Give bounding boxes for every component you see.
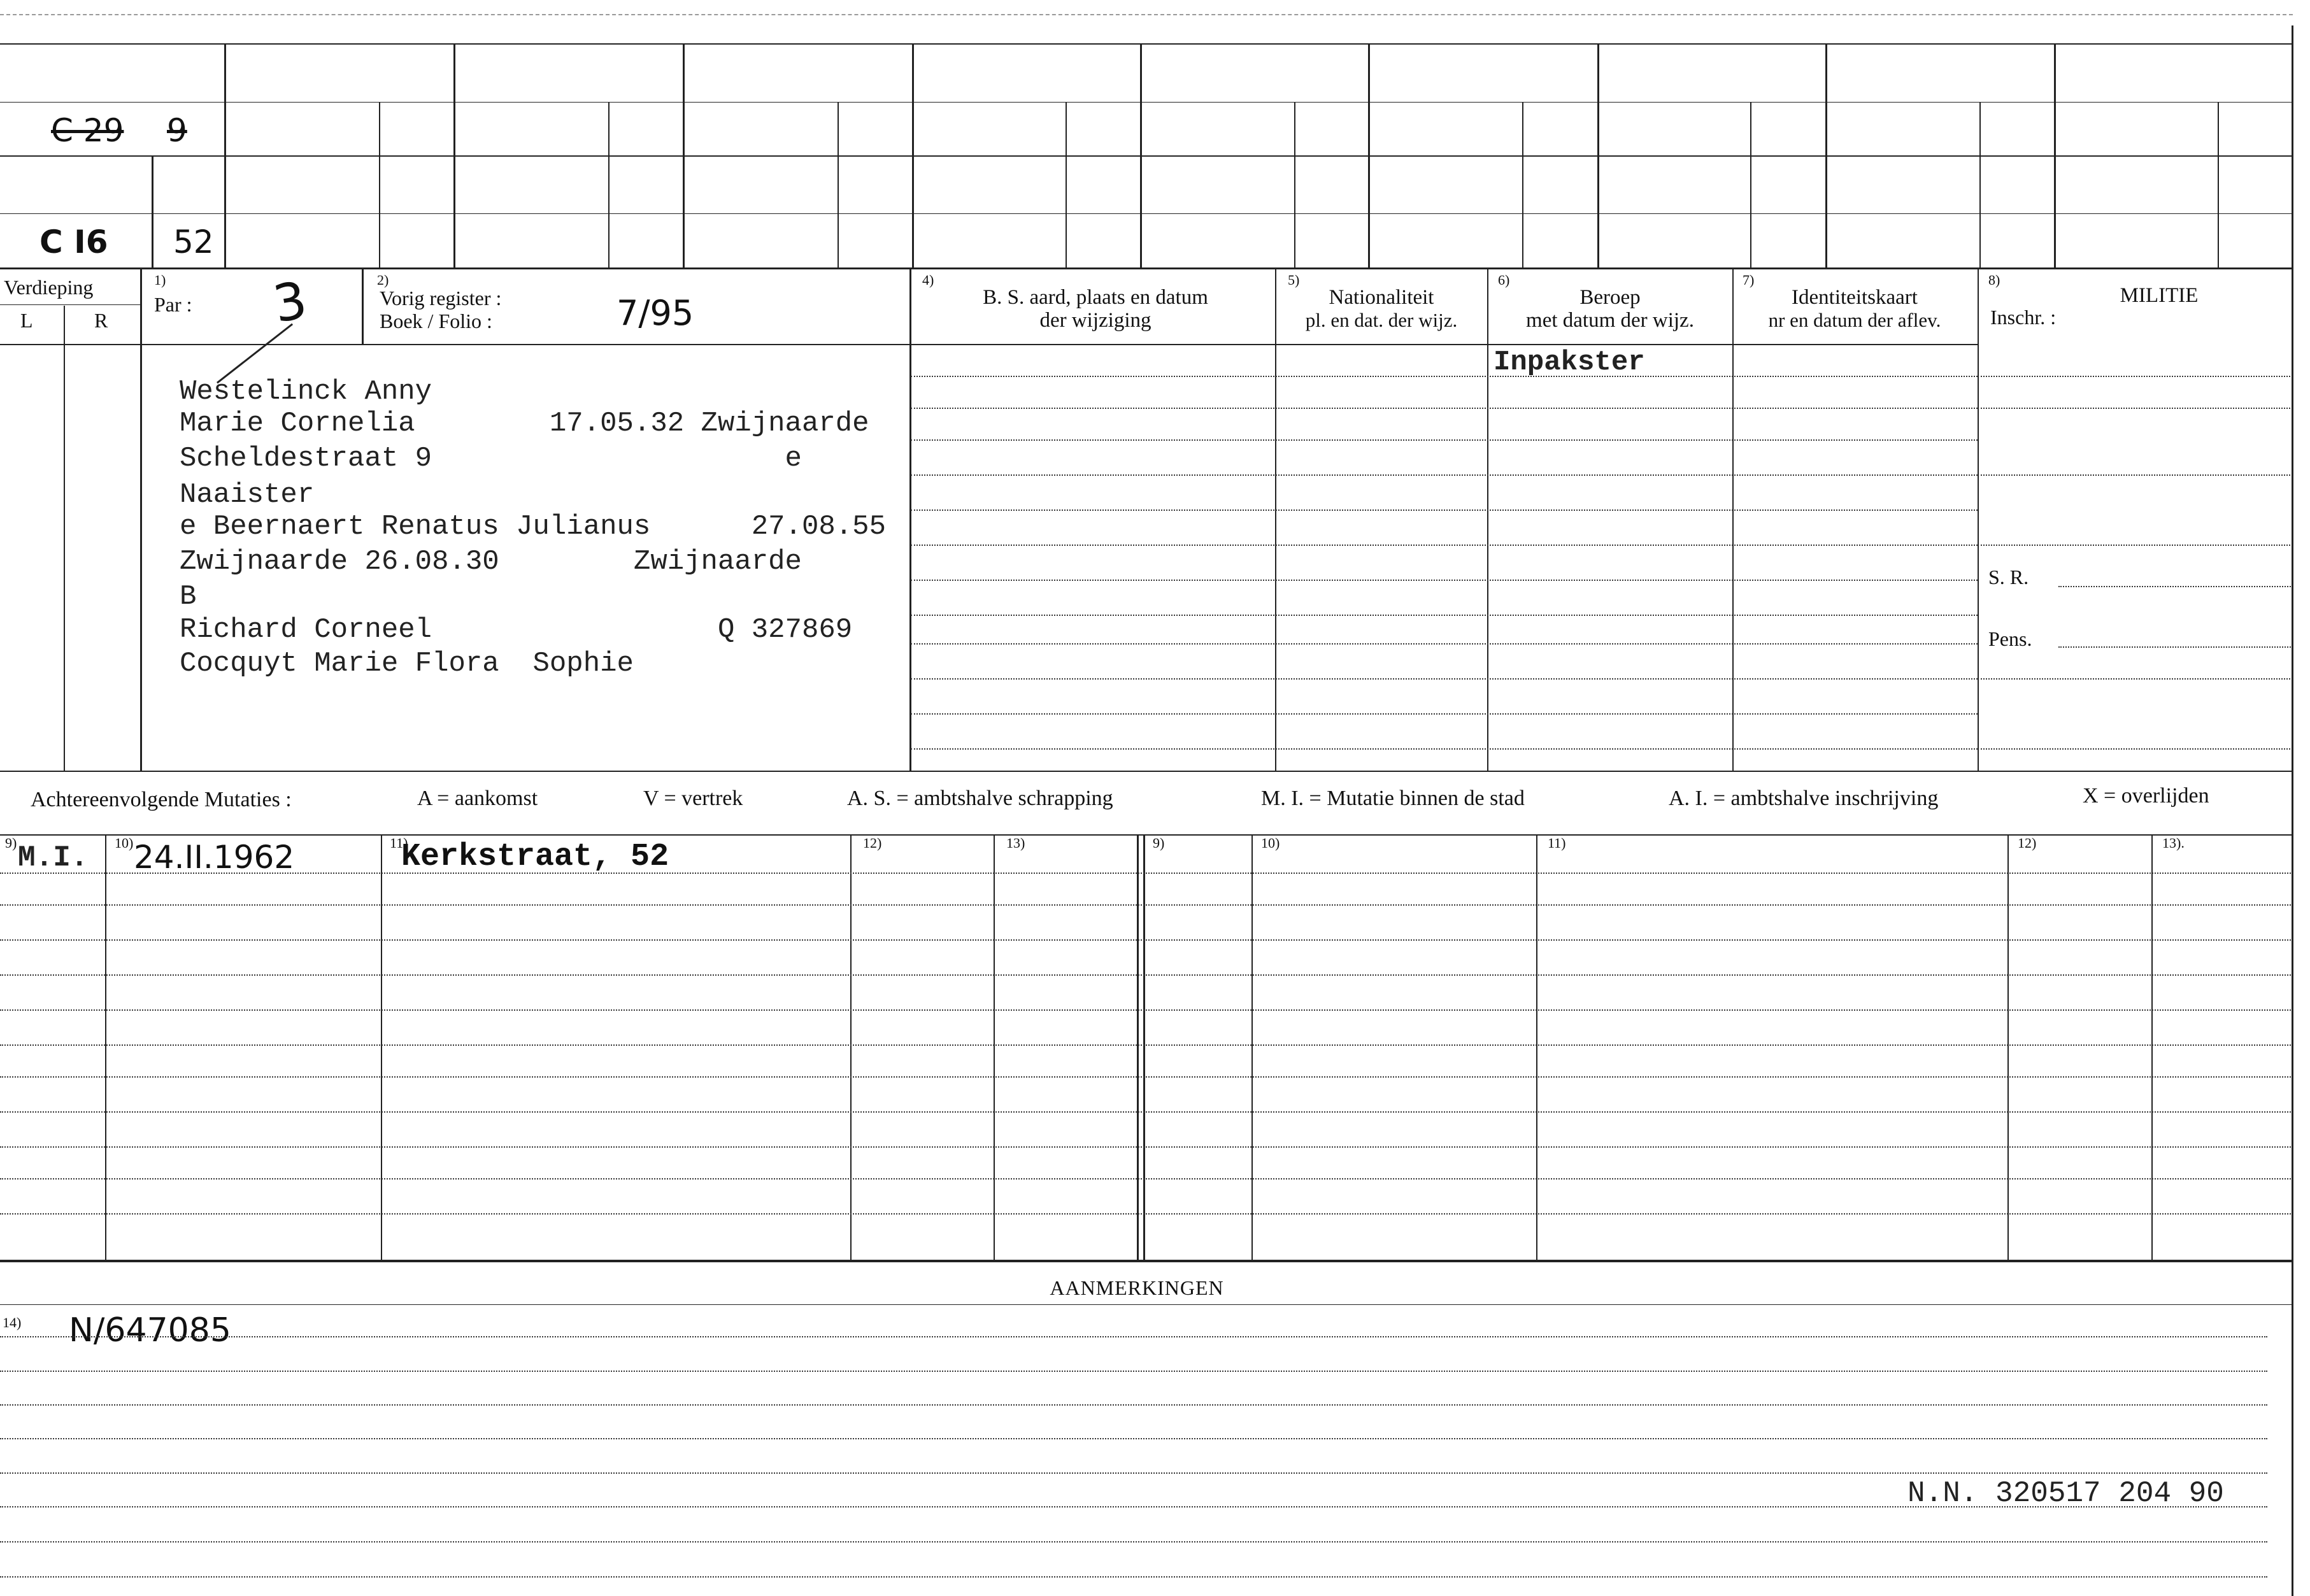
- legend-a: A = aankomst: [417, 787, 538, 810]
- mut-divider: [1251, 834, 1253, 1261]
- mut-divider-double: [1143, 834, 1145, 1261]
- header-divider: [1275, 267, 1276, 771]
- row-line: [911, 615, 1978, 616]
- aanm-row-line: [0, 1336, 2267, 1337]
- person-line: Zwijnaarde 26.08.30 Zwijnaarde: [180, 546, 802, 578]
- beroep-header-1: Beroep: [1579, 286, 1641, 309]
- row-line: [911, 376, 1978, 377]
- mut-col-num: 11): [390, 835, 408, 851]
- pens-label: Pens.: [1988, 627, 2032, 650]
- header-divider: [1732, 267, 1734, 771]
- mut-row-line: [0, 939, 2293, 941]
- card-middle-line: [0, 771, 2293, 772]
- mutatie-date: 24.II.1962: [134, 839, 295, 876]
- col-l-label: L: [20, 309, 33, 332]
- militie-line: [1981, 545, 2293, 546]
- row-line: [911, 439, 1978, 441]
- militie-line: [1981, 748, 2293, 750]
- mut-divider-double: [1137, 834, 1139, 1261]
- row-line: [911, 580, 1978, 581]
- person-line: e Beernaert Renatus Julianus 27.08.55: [180, 511, 886, 543]
- row-line: [911, 545, 1978, 546]
- mut-row-line: [0, 1178, 2293, 1179]
- mut-col-num: 10): [1261, 835, 1280, 851]
- mut-row-line: [0, 1213, 2293, 1215]
- nn-number: N.N. 320517 204 90: [1907, 1477, 2224, 1510]
- top-grid-divider: [379, 102, 380, 267]
- row-line: [911, 474, 1978, 476]
- aanm-row-line: [0, 1404, 2267, 1406]
- top-grid-divider: [838, 102, 839, 267]
- scan-edge-line: [0, 14, 2293, 15]
- col-r-label: R: [94, 309, 108, 332]
- top-grid-line: [0, 155, 2293, 157]
- mut-col-num: 9): [1153, 835, 1165, 851]
- mut-col-num: 12): [2018, 835, 2037, 851]
- aanmerkingen-top-line: [0, 1260, 2293, 1262]
- par-value: 3: [269, 270, 311, 334]
- mut-row-line: [0, 1076, 2293, 1078]
- legend-x: X = overlijden: [2083, 784, 2209, 808]
- field-number-5: 5): [1288, 272, 1300, 288]
- aanm-row-line: [0, 1506, 2267, 1507]
- top-grid-divider: [1066, 102, 1067, 267]
- top-grid-divider: [1294, 102, 1295, 267]
- legend-ai: A. I. = ambtshalve inschrijving: [1669, 787, 1939, 810]
- person-line: Scheldestraat 9 e: [180, 443, 802, 474]
- mut-divider: [2151, 834, 2153, 1261]
- mut-divider: [1536, 834, 1537, 1261]
- top-grid-divider: [224, 43, 226, 267]
- mut-divider: [850, 834, 852, 1261]
- sr-label: S. R.: [1988, 566, 2029, 588]
- militie-line: [1981, 408, 2293, 409]
- top-grid-line: [0, 102, 2293, 103]
- top-grid-divider: [608, 102, 610, 267]
- mut-col-num: 12): [863, 835, 882, 851]
- mut-divider: [381, 834, 382, 1261]
- par-label: Par :: [154, 293, 192, 316]
- mut-row-line: [0, 1111, 2293, 1113]
- row-line: [911, 748, 1978, 750]
- row-line: [911, 408, 1978, 409]
- aanmerkingen-title: AANMERKINGEN: [1050, 1276, 1224, 1299]
- bs-header-2: der wijziging: [1039, 309, 1151, 332]
- header-divider: [909, 267, 911, 771]
- top-grid-divider: [1825, 43, 1827, 267]
- top-grid-divider: [683, 43, 685, 267]
- pens-line: [2058, 646, 2293, 648]
- mut-divider: [2007, 834, 2009, 1261]
- mut-row-line: [0, 873, 2293, 874]
- aanmerkingen-sub-line: [0, 1304, 2293, 1305]
- militie-line: [1981, 376, 2293, 377]
- top-grid-line: [0, 43, 2293, 45]
- card-right-edge: [2292, 25, 2293, 1596]
- nat-header-1: Nationaliteit: [1329, 286, 1434, 309]
- aanmerkingen-value: N/647085: [69, 1311, 231, 1350]
- aanm-row-line: [0, 1472, 2267, 1474]
- header-bottom-line: [0, 344, 1978, 345]
- field-number-2: 2): [377, 272, 389, 288]
- mut-row-line: [0, 974, 2293, 976]
- top-grid-divider: [912, 43, 914, 267]
- field-number-4: 4): [922, 272, 934, 288]
- legend-v: V = vertrek: [643, 787, 743, 810]
- mutatie-address: Kerkstraat, 52: [401, 839, 669, 875]
- militie-line: [1981, 474, 2293, 476]
- row-line: [911, 643, 1978, 645]
- mutatie-type: M.I.: [18, 841, 89, 874]
- row-line: [911, 678, 1978, 680]
- ref-left: C I6: [39, 224, 108, 260]
- bs-header-1: B. S. aard, plaats en datum: [983, 286, 1208, 309]
- beroep-header-2: met datum der wijz.: [1526, 309, 1694, 332]
- field-number-7: 7): [1743, 272, 1755, 288]
- field-number-14: 14): [3, 1315, 22, 1330]
- mut-row-line: [0, 1146, 2293, 1148]
- mut-col-num: 11): [1548, 835, 1566, 851]
- person-line: Westelinck Anny: [180, 376, 432, 408]
- person-line: Marie Cornelia 17.05.32 Zwijnaarde: [180, 408, 869, 439]
- top-grid-divider: [453, 43, 455, 267]
- verdieping-label: Verdieping: [4, 276, 94, 299]
- sr-line: [2058, 586, 2293, 587]
- top-grid-divider: [1979, 102, 1981, 267]
- nat-header-2: pl. en dat. der wijz.: [1305, 309, 1458, 331]
- mut-row-line: [0, 904, 2293, 906]
- mut-col-num: 9): [5, 835, 17, 851]
- header-divider: [140, 267, 142, 771]
- top-grid-divider: [1522, 102, 1523, 267]
- mut-col-num: 13).: [2162, 835, 2185, 851]
- mut-col-num: 10): [115, 835, 134, 851]
- inschr-label: Inschr. :: [1990, 306, 2057, 329]
- aanm-row-line: [0, 1371, 2267, 1372]
- top-grid-divider: [1597, 43, 1599, 267]
- militie-header: MILITIE: [2120, 284, 2199, 307]
- mutaties-title: Achtereenvolgende Mutaties :: [31, 788, 292, 811]
- field-number-6: 6): [1498, 272, 1510, 288]
- boek-folio-value: 7/95: [617, 293, 694, 333]
- person-line: Cocquyt Marie Flora Sophie: [180, 648, 634, 680]
- person-line: Richard Corneel Q 327869: [180, 614, 853, 646]
- top-grid-divider: [2054, 43, 2056, 267]
- aanm-row-line: [0, 1576, 2267, 1578]
- row-line: [911, 713, 1978, 715]
- militie-line: [1981, 678, 2293, 680]
- top-grid-line: [0, 213, 2293, 214]
- top-grid-divider: [2218, 102, 2219, 267]
- struck-ref-right: 9: [167, 112, 187, 149]
- top-grid-divider: [1750, 102, 1751, 267]
- mutaties-top-line: [0, 834, 2293, 836]
- mut-divider: [994, 834, 995, 1261]
- mut-col-num: 13): [1006, 835, 1025, 851]
- header-divider: [1487, 267, 1488, 771]
- header-divider: [64, 306, 65, 771]
- legend-as: A. S. = ambtshalve schrapping: [847, 787, 1113, 810]
- aanm-row-line: [0, 1541, 2267, 1543]
- person-line: B: [180, 581, 197, 613]
- row-line: [911, 509, 1978, 511]
- ref-right: 52: [173, 224, 214, 260]
- mut-row-line: [0, 1044, 2293, 1046]
- field-number-1: 1): [154, 272, 166, 288]
- top-grid-divider: [1368, 43, 1370, 267]
- field-number-8: 8): [1988, 272, 2000, 288]
- verdieping-underline: [0, 304, 140, 305]
- struck-ref-left: C 29: [51, 112, 124, 149]
- vorig-register-label: Vorig register :: [380, 287, 502, 310]
- person-line: Naaister: [180, 479, 315, 511]
- mut-divider: [105, 834, 106, 1261]
- aanm-row-line: [0, 1438, 2267, 1439]
- top-grid-divider: [1140, 43, 1142, 267]
- id-header-1: Identiteitskaart: [1792, 286, 1918, 309]
- beroep-value: Inpakster: [1494, 346, 1645, 378]
- id-header-2: nr en datum der aflev.: [1768, 309, 1941, 331]
- top-grid-divider: [152, 155, 153, 267]
- top-grid-line: [0, 267, 2293, 269]
- legend-mi: M. I. = Mutatie binnen de stad: [1261, 787, 1525, 810]
- boek-folio-label: Boek / Folio :: [380, 310, 492, 332]
- mut-row-line: [0, 1009, 2293, 1011]
- header-divider: [362, 267, 364, 344]
- header-divider: [1978, 267, 1979, 771]
